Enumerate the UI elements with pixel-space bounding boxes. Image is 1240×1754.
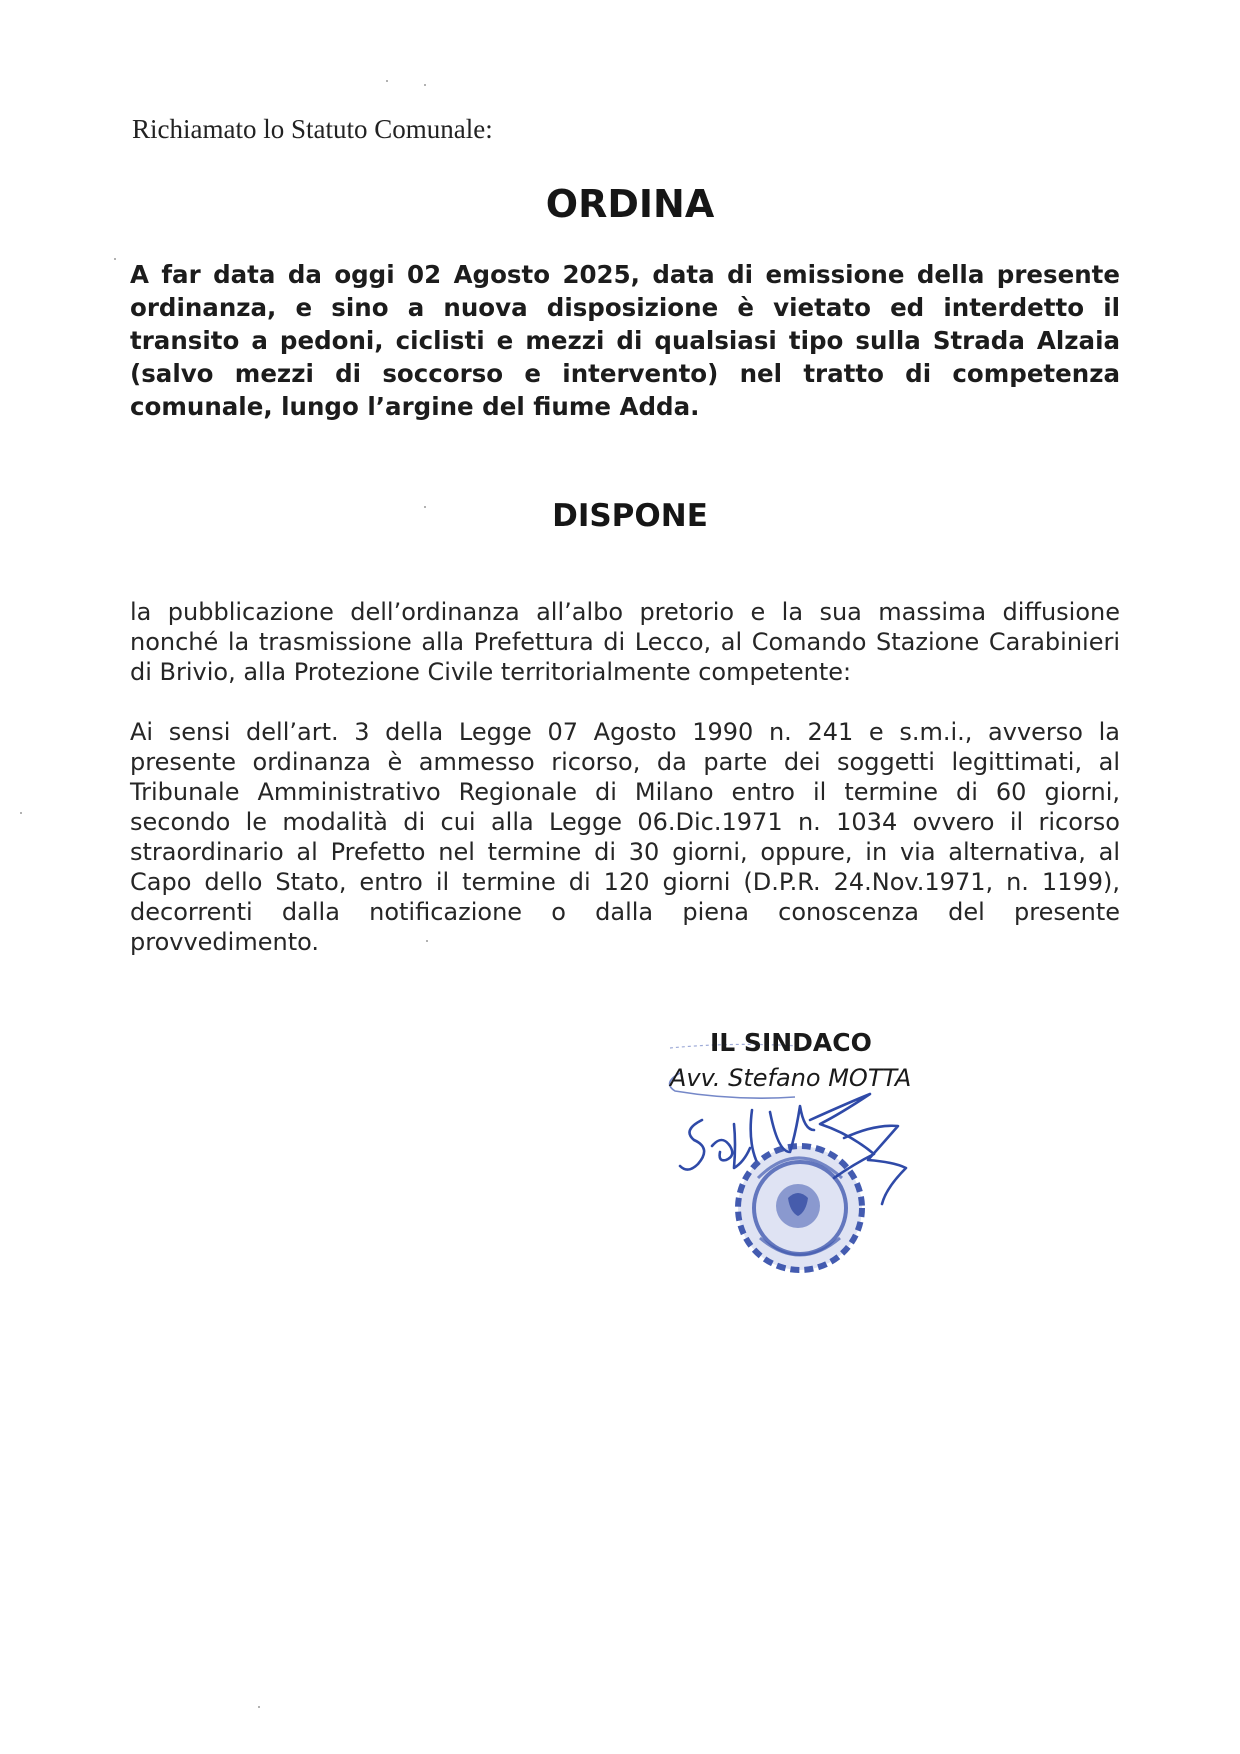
- signatory-name: Avv. Stefano MOTTA: [670, 1064, 912, 1092]
- scan-speck: [424, 84, 426, 86]
- scan-speck: [258, 1706, 260, 1708]
- dispone-paragraph: la pubblicazione dell’ordinanza all’albo pretorio e la sua massima diffusione nonché la trasmissione alla Prefettura di Lecco, al Comando Stazione Carabinieri di Brivio, alla Protezione Civile territorialmente competente:: [130, 598, 1120, 686]
- signature-block: [640, 1028, 1000, 1288]
- ordina-heading: ORDINA: [545, 182, 715, 226]
- scan-speck: [386, 80, 388, 82]
- ordina-paragraph: A far data da oggi 02 Agosto 2025, data di emissione della presente ordinanza, e sino a nuova disposizione è vietato ed interdetto il transito a pedoni, ciclisti e mezzi di qualsiasi tipo sulla Strada Alzaia (salvo mezzi di soccorso e intervento) nel tratto di competenza comunale, lungo l’argine del fiume Adda.: [130, 260, 1120, 421]
- scan-speck: [20, 812, 22, 814]
- appeal-paragraph: Ai sensi dell’art. 3 della Legge 07 Agosto 1990 n. 241 e s.m.i., avverso la presente ordinanza è ammesso ricorso, da parte dei soggetti legittimati, al Tribunale Amministrativo Regionale di Milano entro il termine di 60 giorni, secondo le modalità di cui alla Legge 06.Dic.1971 n. 1034 ovvero il ricorso straordinario al Prefetto nel termine di 30 giorni, oppure, in via alternativa, al Capo dello Stato, entro il termine di 120 giorni (D.P.R. 24.Nov.1971, n. 1199), decorrenti dalla notificazione o dalla piena conoscenza del presente provvedimento.: [130, 718, 1120, 956]
- signature-title: IL SINDACO: [710, 1028, 872, 1057]
- municipal-stamp: [738, 1146, 862, 1270]
- scan-speck: [424, 506, 426, 508]
- scan-speck: [114, 258, 116, 260]
- preamble-text: Richiamato lo Statuto Comunale:: [132, 114, 493, 144]
- scan-speck: [426, 940, 428, 942]
- dispone-heading: DISPONE: [552, 498, 708, 534]
